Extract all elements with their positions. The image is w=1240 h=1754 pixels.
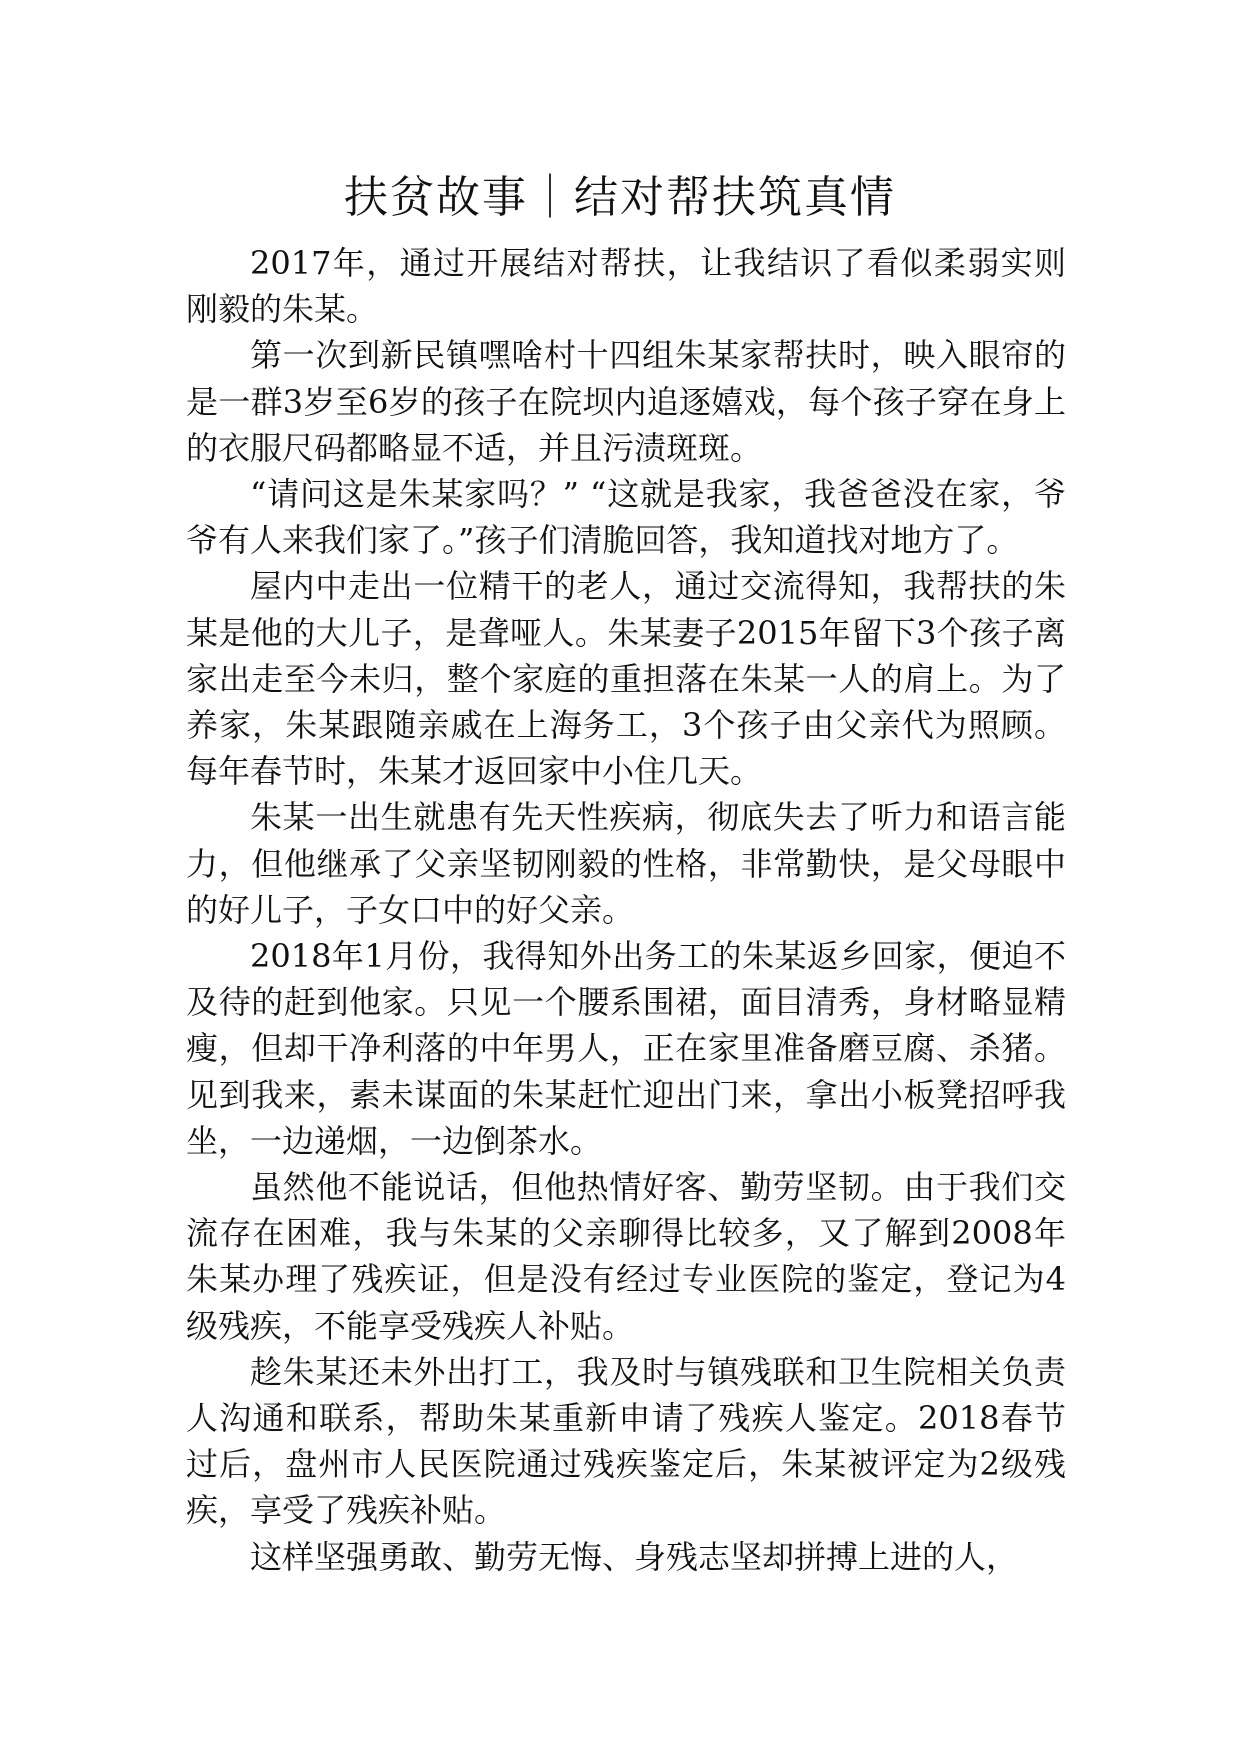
paragraph: 趁朱某还未外出打工，我及时与镇残联和卫生院相关负责人沟通和联系，帮助朱某重新申请了残疾人鉴定。2018春节过后，盘州市人民医院通过残疾鉴定后，朱某被评定为2级残疾，享受了残疾补贴。 <box>186 1352 1066 1530</box>
paragraph: 朱某一出生就患有先天性疾病，彻底失去了听力和语言能力，但他继承了父亲坚韧刚毅的性格，非常勤快，是父母眼中的好儿子，子女口中的好父亲。 <box>186 798 1066 929</box>
document-body <box>186 240 1066 1580</box>
paragraph: “请问这是朱某家吗？” “这就是我家，我爸爸没在家，爷爷有人来我们家了。”孩子们清脆回答，我知道找对地方了。 <box>186 475 1066 560</box>
paragraph: 2017年，通过开展结对帮扶，让我结识了看似柔弱实则刚毅的朱某。 <box>186 244 1066 329</box>
paragraph: 虽然他不能说话，但他热情好客、勤劳坚韧。由于我们交流存在困难，我与朱某的父亲聊得比较多，又了解到2008年朱某办理了残疾证，但是没有经过专业医院的鉴定，登记为4级残疾，不能享受残疾人补贴。 <box>186 1168 1066 1345</box>
document-title: 扶贫故事｜结对帮扶筑真情 <box>344 172 896 223</box>
paragraph: 这样坚强勇敢、勤劳无悔、身残志坚却拼搏上进的人， <box>250 1537 1019 1576</box>
paragraph: 第一次到新民镇嘿啥村十四组朱某家帮扶时，映入眼帘的是一群3岁至6岁的孩子在院坝内追逐嬉戏，每个孩子穿在身上的衣服尺码都略显不适，并且污渍斑斑。 <box>186 336 1066 467</box>
paragraph: 屋内中走出一位精干的老人，通过交流得知，我帮扶的朱某是他的大儿子，是聋哑人。朱某妻子2015年留下3个孩子离家出走至今未归，整个家庭的重担落在朱某一人的肩上。为了养家，朱某跟随亲戚在上海务工，3个孩子由父亲代为照顾。每年春节时，朱某才返回家中小住几天。 <box>186 567 1066 791</box>
paragraph: 2018年1月份，我得知外出务工的朱某返乡回家，便迫不及待的赶到他家。只见一个腰系围裙，面目清秀，身材略显精瘦，但却干净利落的中年男人，正在家里准备磨豆腐、杀猪。见到我来，素未谋面的朱某赶忙迎出门来，拿出小板凳招呼我坐，一边递烟，一边倒茶水。 <box>186 937 1066 1160</box>
